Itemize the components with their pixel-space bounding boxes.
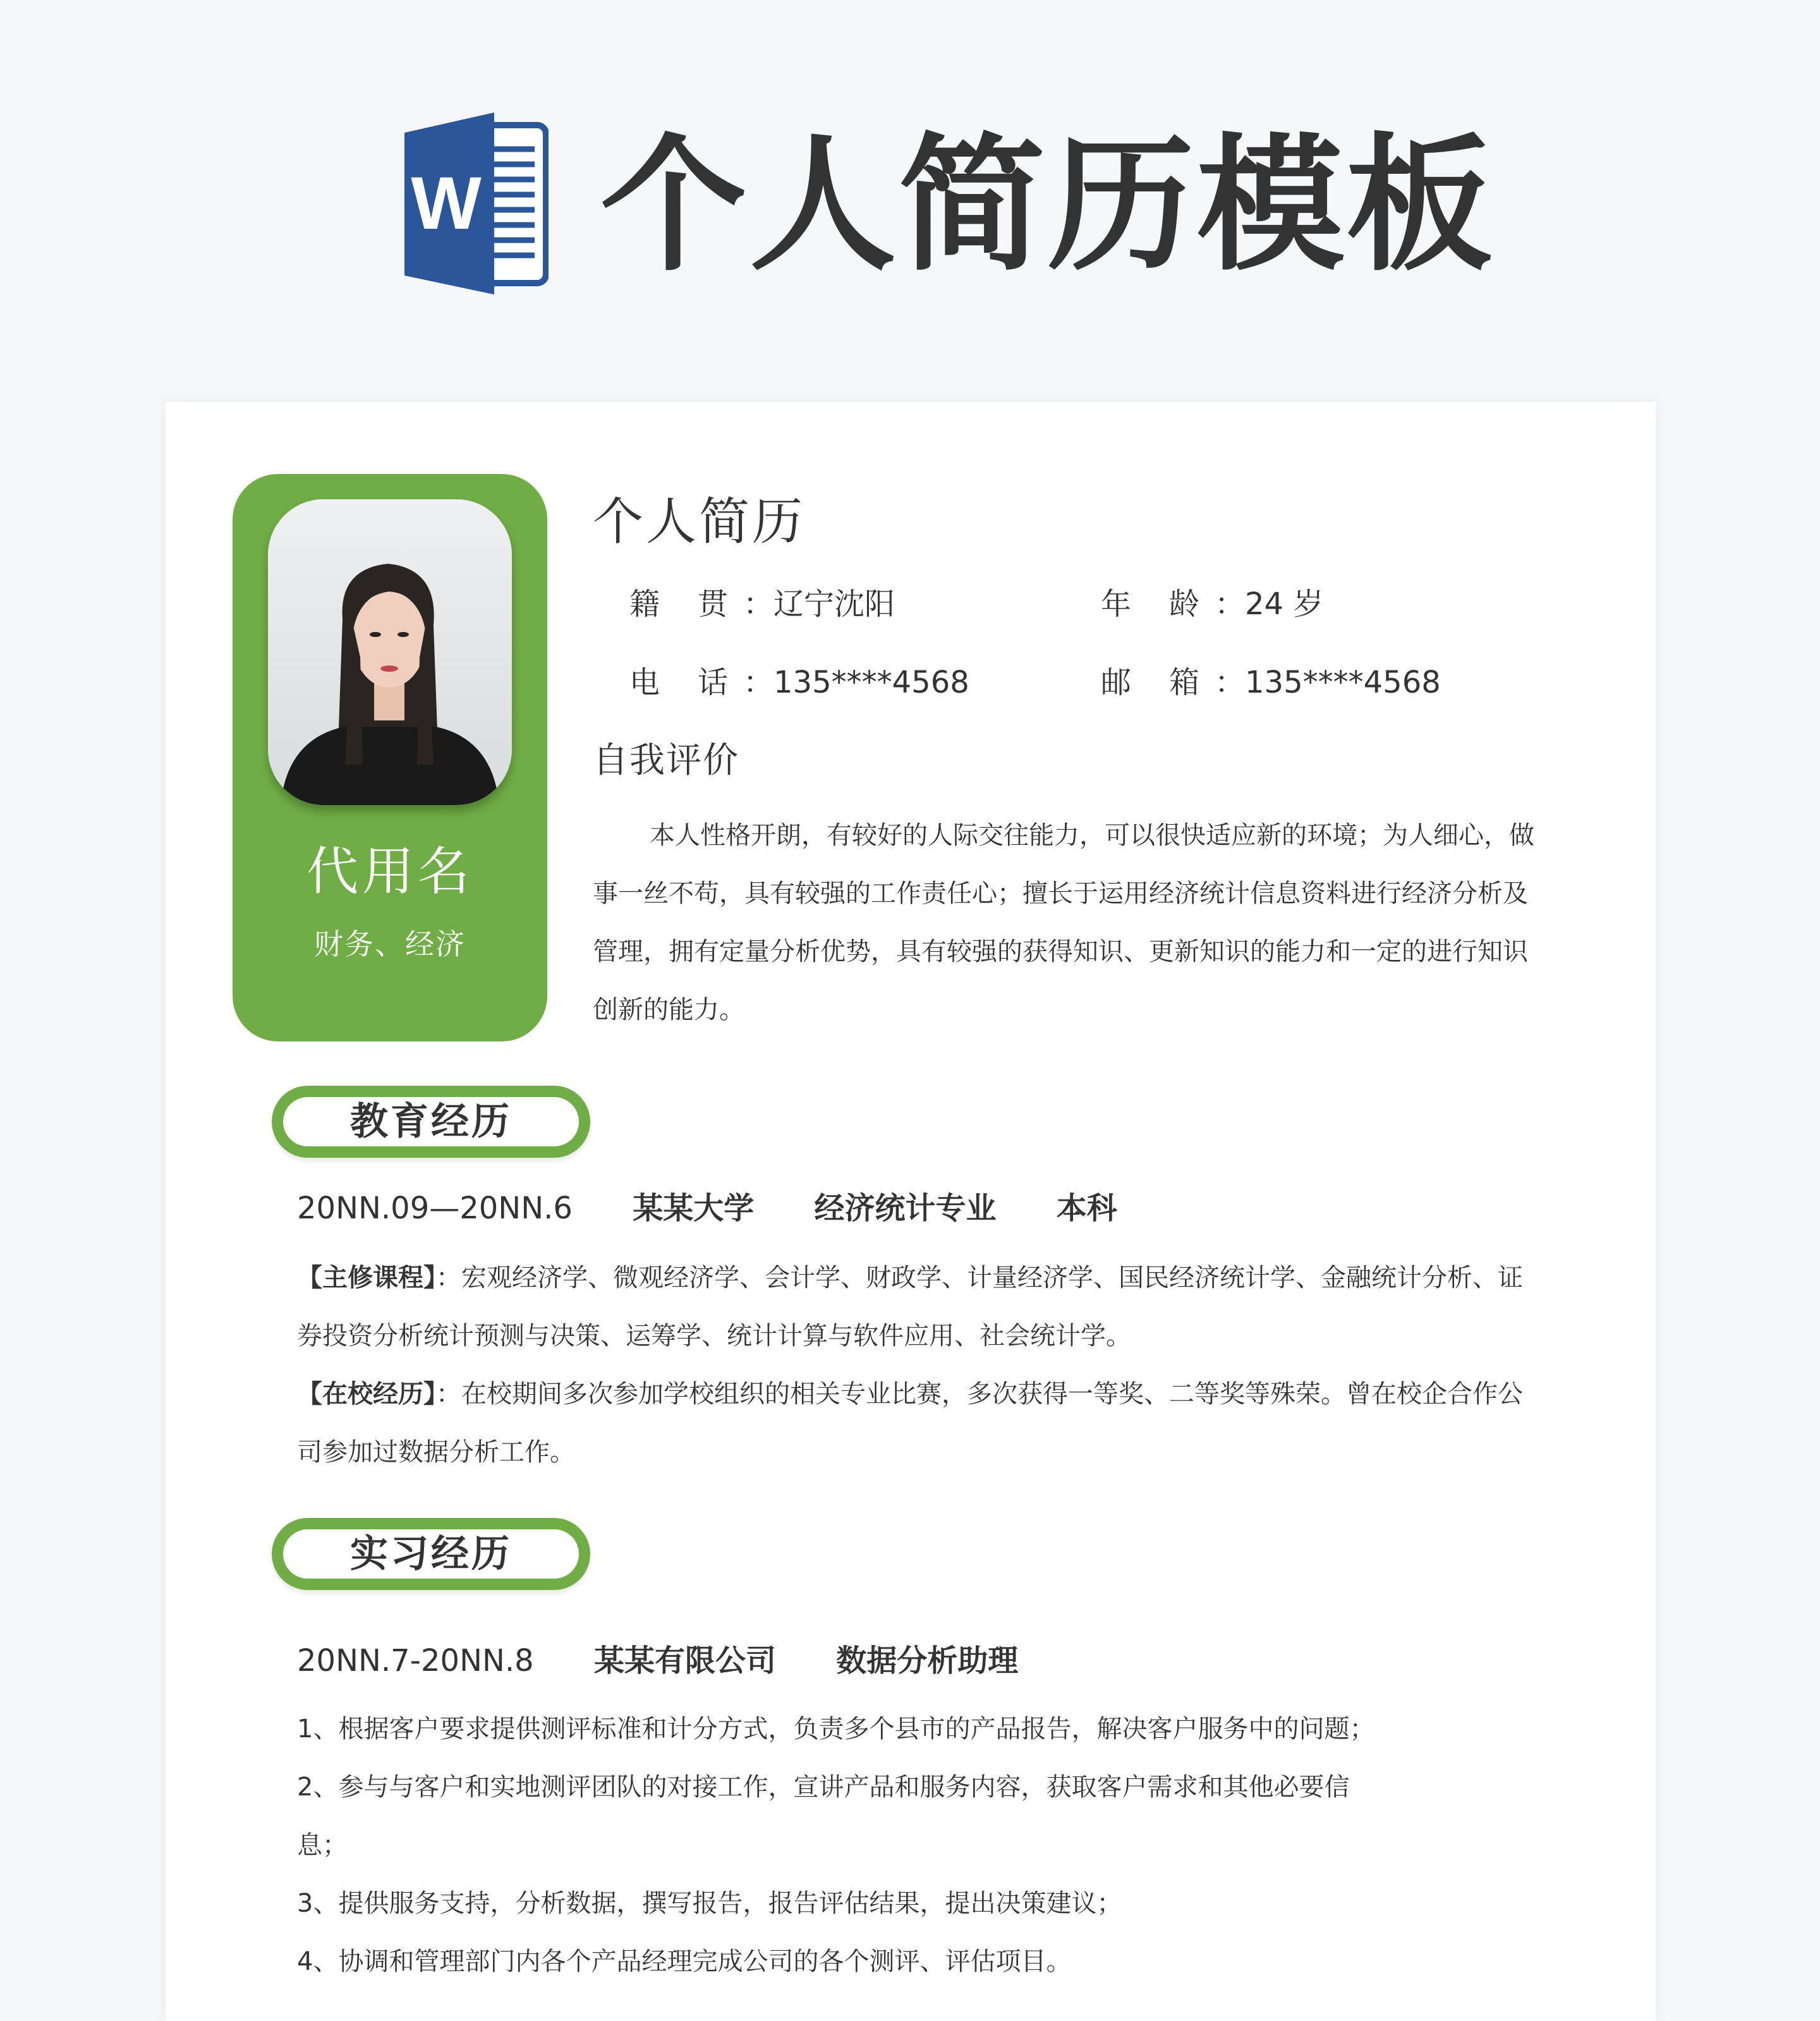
info-email (1101, 664, 1441, 701)
campus-tag: 【在校经历】 (297, 1380, 436, 1409)
info-origin (629, 585, 895, 623)
word-icon-letter: W (411, 162, 482, 245)
duty-item: 1、根据客户要求提供测评标准和计分方式，负责多个县市的产品报告，解决客户服务中的问题； (297, 1715, 1375, 1744)
internship-period: 20NN.7-20NN.8 (297, 1643, 534, 1678)
education-degree: 本科 (1056, 1191, 1117, 1226)
page-header (0, 0, 1820, 379)
page-title: 个人简历模板 (600, 120, 1496, 291)
age-value: ：24 岁 (1215, 586, 1324, 622)
internship-heading: 实习经历 (350, 1532, 512, 1576)
education-heading: 教育经历 (350, 1100, 512, 1144)
phone-label: 电 话 (629, 665, 732, 700)
profile-photo (268, 499, 512, 805)
education-school: 某某大学 (633, 1191, 755, 1226)
profile-card (233, 474, 547, 1041)
word-document-icon (402, 111, 549, 296)
origin-label: 籍 贯 (629, 586, 732, 622)
person-name: 代用名 (306, 842, 473, 902)
education-major: 经济统计专业 (814, 1191, 997, 1226)
email-label: 邮 箱 (1101, 665, 1204, 700)
campus-text: ：在校期间多次参加学校组织的相关专业比赛，多次获得一等奖、二等奖等殊荣。曾在校企合作公司参加过数据分析工作。 (297, 1380, 1523, 1467)
education-campus (297, 1365, 1536, 1481)
internship-position: 数据分析助理 (836, 1643, 1019, 1678)
duty-item: 3、提供服务支持，分析数据，撰写报告，报告评估结果，提出决策建议； (297, 1889, 1122, 1918)
self-eval-paragraph (593, 806, 1541, 1039)
duty-item: 息； (297, 1831, 348, 1860)
resume-document (166, 402, 1656, 2021)
duty-item: 4、协调和管理部门内各个产品经理完成公司的各个测评、评估项目。 (297, 1947, 1072, 1976)
info-phone (629, 664, 969, 701)
email-value: ：135****4568 (1215, 665, 1441, 700)
origin-value: ：辽宁沈阳 (743, 586, 895, 622)
info-age (1101, 585, 1323, 623)
age-label: 年 龄 (1101, 586, 1204, 622)
education-period: 20NN.09—20NN.6 (297, 1191, 573, 1226)
duty-item: 2、参与与客户和实地测评团队的对接工作，宣讲产品和服务内容，获取客户需求和其他必要信 (297, 1773, 1350, 1802)
education-heading-pill (272, 1086, 590, 1158)
courses-text: ：宏观经济学、微观经济学、会计学、财政学、计量经济学、国民经济统计学、金融统计分析、证券投资分析统计预测与决策、运筹学、统计计算与软件应用、社会统计学。 (297, 1263, 1523, 1350)
education-entry (297, 1189, 1168, 1227)
internship-entry (297, 1642, 1069, 1680)
person-field: 财务、经济 (314, 927, 466, 961)
courses-tag: 【主修课程】 (297, 1263, 436, 1292)
internship-heading-pill (272, 1518, 590, 1590)
internship-company: 某某有限公司 (593, 1643, 776, 1678)
phone-value: ：135****4568 (743, 665, 969, 700)
education-courses (297, 1249, 1536, 1365)
resume-title: 个人简历 (593, 492, 805, 551)
self-eval-text: 本人性格开朗，有较好的人际交往能力，可以很快适应新的环境；为人细心，做事一丝不苟，具有较强的工作责任心；擅长于运用经济统计信息资料进行经济分析及管理，拥有定量分析优势，具有较强的获得知识、更新知识的能力和一定的进行知识创新的能力。 (593, 821, 1534, 1024)
self-eval-heading: 自我评价 (593, 740, 739, 781)
